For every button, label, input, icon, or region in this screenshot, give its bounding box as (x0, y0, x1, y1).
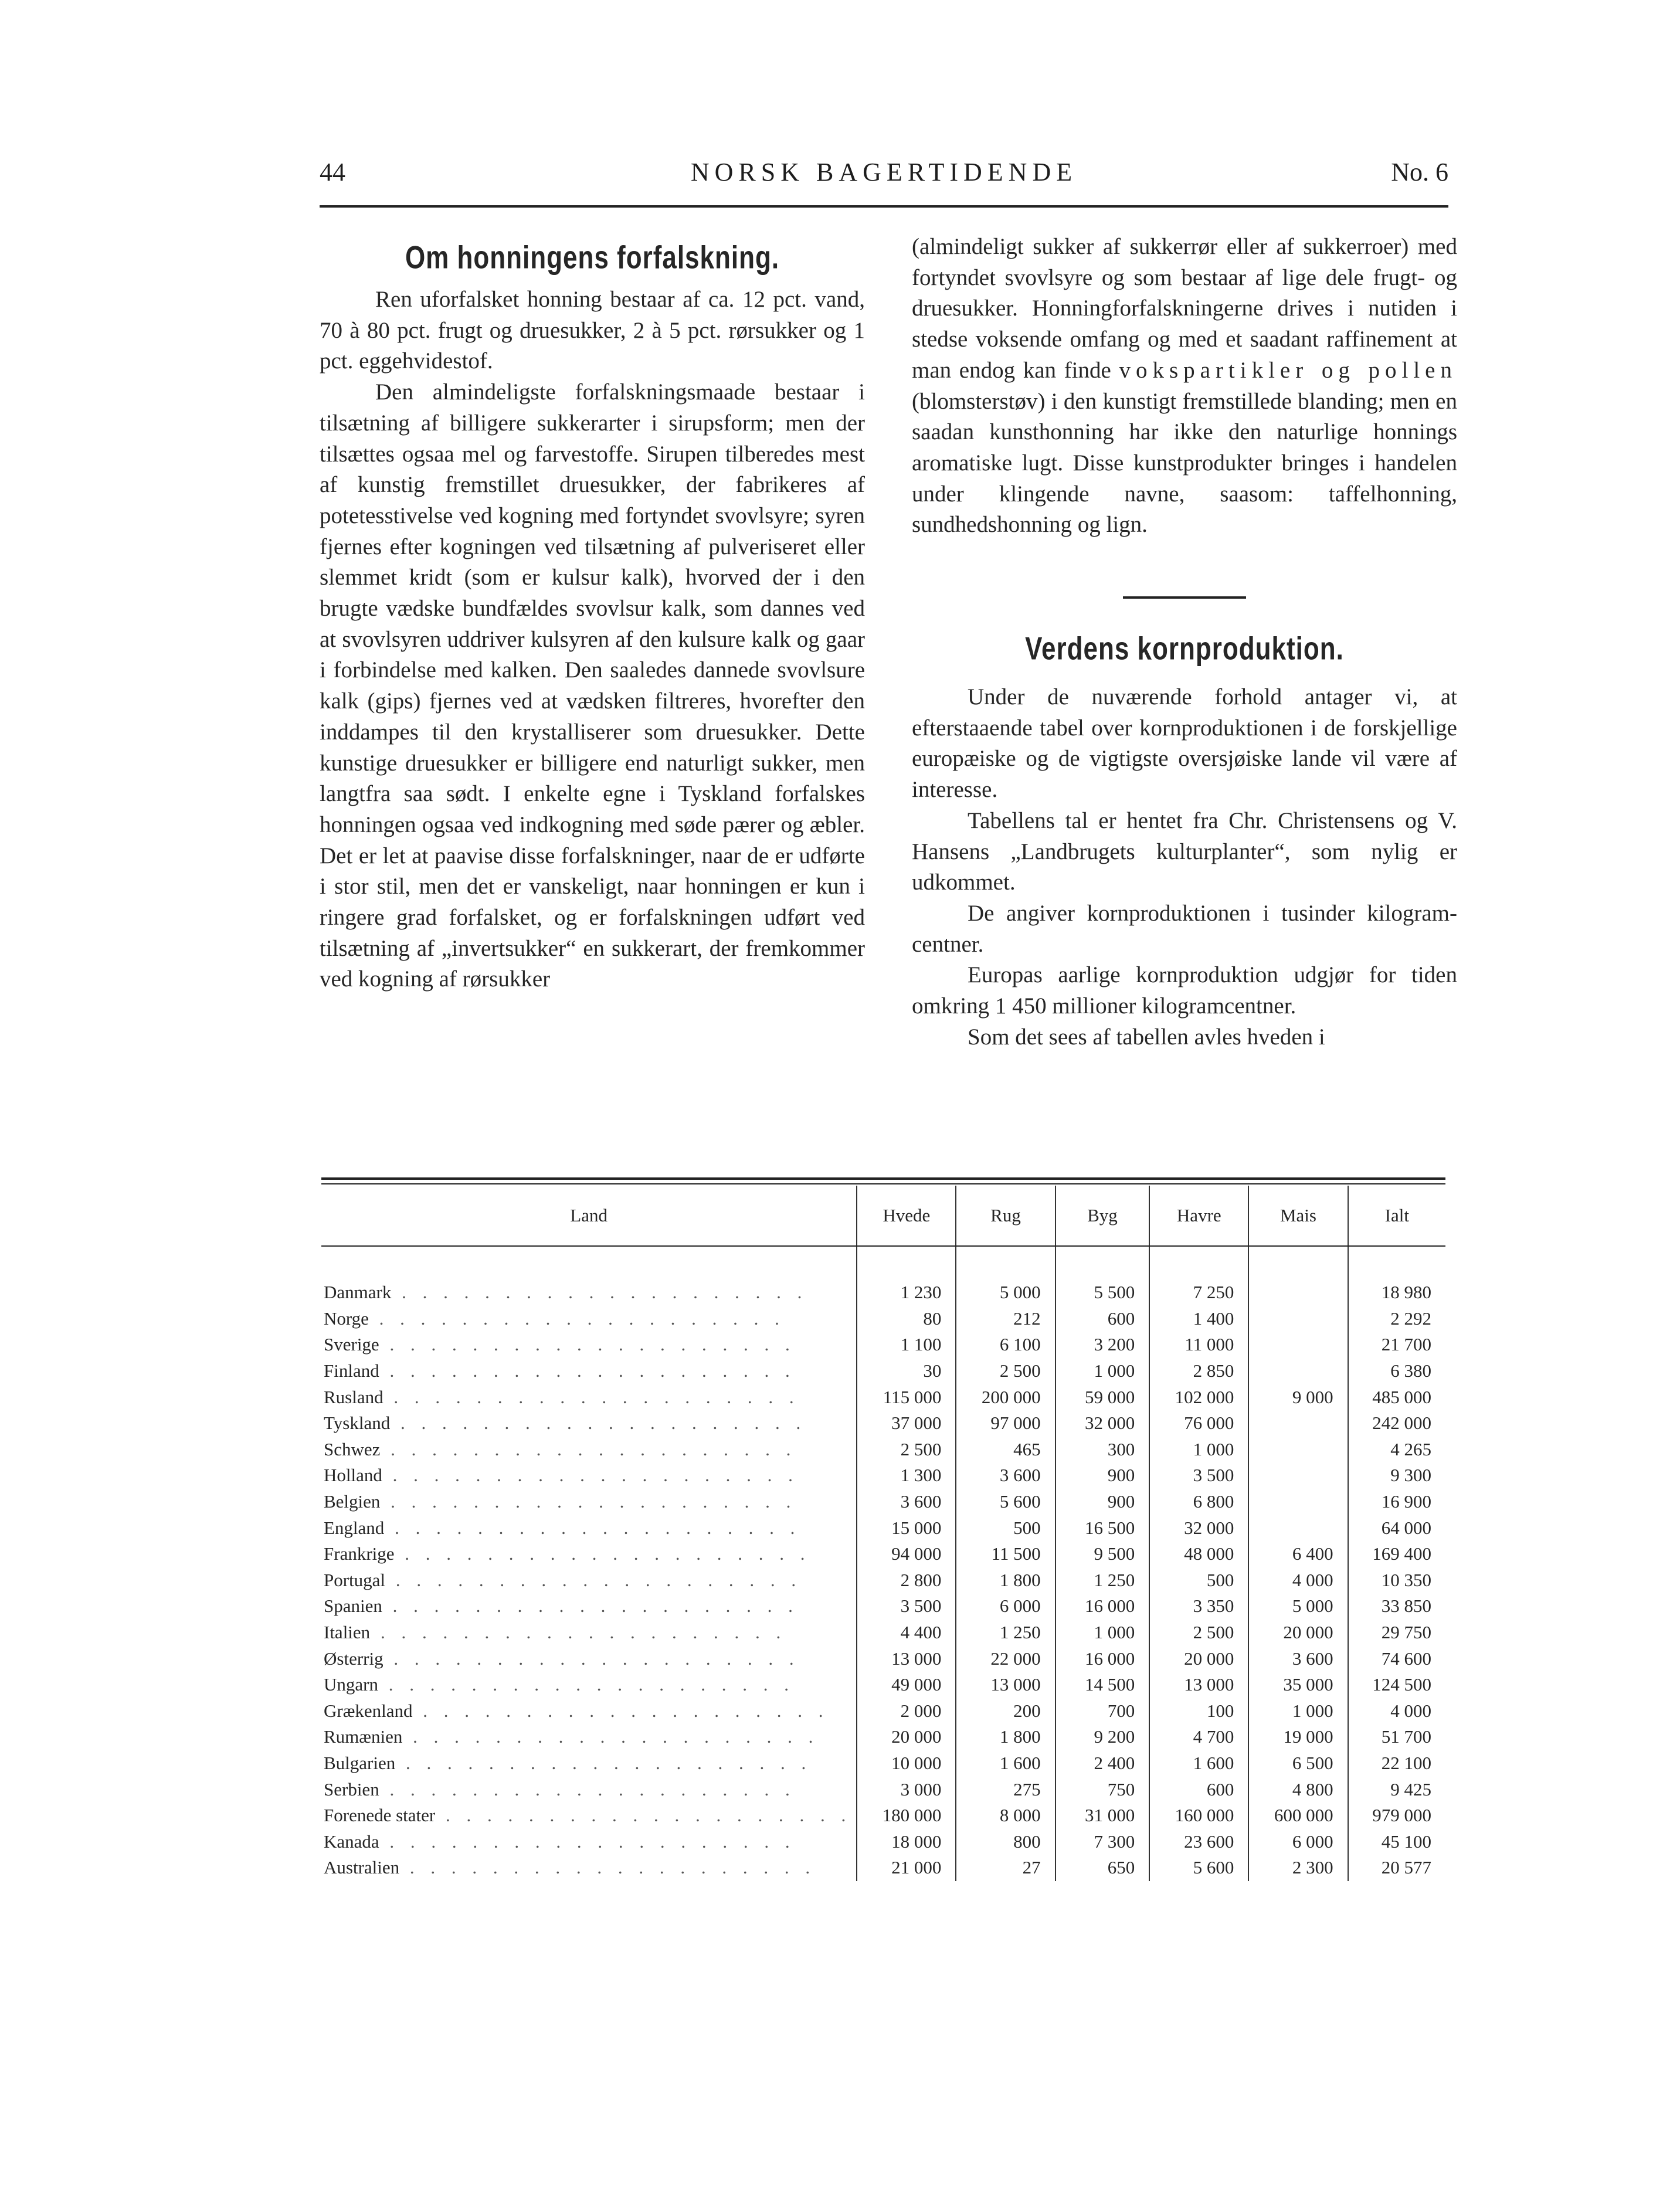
cell-ialt: 4 265 (1348, 1437, 1445, 1463)
cell-hvede: 2 800 (857, 1567, 956, 1594)
cell-byg: 3 200 (1055, 1332, 1150, 1358)
cell-mais (1248, 1279, 1348, 1306)
column-header-byg: Byg (1055, 1186, 1150, 1246)
cell-hvede: 115 000 (857, 1384, 956, 1410)
cell-ialt: 6 380 (1348, 1358, 1445, 1384)
table-body (321, 1246, 1445, 1881)
cell-ialt: 45 100 (1348, 1828, 1445, 1855)
cell-hvede: 13 000 (857, 1645, 956, 1672)
cell-mais: 4 000 (1248, 1567, 1348, 1594)
cell-havre: 11 000 (1149, 1332, 1248, 1358)
cell-country (321, 1803, 857, 1829)
table-row (321, 1541, 1445, 1567)
cell-country (321, 1698, 857, 1725)
cell-country (321, 1567, 857, 1594)
cell-havre: 5 600 (1149, 1855, 1248, 1881)
table-row (321, 1776, 1445, 1803)
cell-byg: 16 500 (1055, 1515, 1150, 1541)
column-header-rug: Rug (956, 1186, 1055, 1246)
cell-havre: 23 600 (1149, 1828, 1248, 1855)
cell-hvede: 1 100 (857, 1332, 956, 1358)
cell-mais: 20 000 (1248, 1620, 1348, 1646)
cell-ialt: 33 850 (1348, 1593, 1445, 1620)
cell-havre: 1 400 (1149, 1306, 1248, 1332)
cell-hvede: 94 000 (857, 1541, 956, 1567)
leader-dots: . . . . . . . . . . . . . . . . . . . . (384, 1517, 801, 1538)
cell-hvede: 15 000 (857, 1515, 956, 1541)
cell-havre: 1 000 (1149, 1437, 1248, 1463)
cell-ialt: 74 600 (1348, 1645, 1445, 1672)
grain-production-table (321, 1186, 1445, 1881)
cell-byg: 1 250 (1055, 1567, 1150, 1594)
cell-mais: 600 000 (1248, 1803, 1348, 1829)
country-name: Rusland (324, 1386, 383, 1407)
cell-byg: 14 500 (1055, 1672, 1150, 1698)
leader-dots: . . . . . . . . . . . . . . . . . . . . (382, 1465, 799, 1486)
cell-rug: 27 (956, 1855, 1055, 1881)
cell-rug: 97 000 (956, 1410, 1055, 1437)
table-row (321, 1462, 1445, 1489)
cell-rug: 500 (956, 1515, 1055, 1541)
country-name: Kanada (324, 1831, 379, 1852)
table-row (321, 1855, 1445, 1881)
cell-havre: 13 000 (1149, 1672, 1248, 1698)
article-text: (blomsterstøv) i den kunstigt fremstillede blanding; men en saadan kunsthonning har ikke den naturlige honnings aromatiske lugt. Disse kunstprodukter bringes i handelen under klingende navne, saasom: taffelhonning, sundhedshonning og lign. (912, 388, 1457, 538)
article-paragraph: Som det sees af tabellen avles hveden i (968, 1024, 1325, 1050)
cell-hvede: 1 300 (857, 1462, 956, 1489)
country-name: Rumænien (324, 1726, 403, 1747)
cell-rug: 13 000 (956, 1672, 1055, 1698)
cell-hvede: 20 000 (857, 1724, 956, 1750)
cell-rug: 800 (956, 1828, 1055, 1855)
cell-country (321, 1462, 857, 1489)
cell-byg: 1 000 (1055, 1358, 1150, 1384)
cell-byg: 9 200 (1055, 1724, 1150, 1750)
table-row (321, 1828, 1445, 1855)
cell-byg: 2 400 (1055, 1750, 1150, 1777)
cell-mais: 2 300 (1248, 1855, 1348, 1881)
cell-hvede: 18 000 (857, 1828, 956, 1855)
column-header-ialt: Ialt (1348, 1186, 1445, 1246)
cell-rug: 5 600 (956, 1489, 1055, 1515)
cell-havre: 160 000 (1149, 1803, 1248, 1829)
cell-ialt: 64 000 (1348, 1515, 1445, 1541)
cell-country (321, 1620, 857, 1646)
cell-ialt: 979 000 (1348, 1803, 1445, 1829)
cell-mais: 1 000 (1248, 1698, 1348, 1725)
spaced-emphasis: vokspartikler og pollen (1119, 357, 1457, 383)
cell-ialt: 9 300 (1348, 1462, 1445, 1489)
cell-byg: 1 000 (1055, 1620, 1150, 1646)
country-name: Grækenland (324, 1700, 413, 1721)
country-name: Sverige (324, 1334, 379, 1355)
cell-country (321, 1750, 857, 1777)
country-name: Danmark (324, 1282, 392, 1303)
cell-country (321, 1358, 857, 1384)
cell-country (321, 1828, 857, 1855)
country-name: Ungarn (324, 1674, 378, 1695)
table-row (321, 1567, 1445, 1594)
cell-byg: 5 500 (1055, 1279, 1150, 1306)
table-row (321, 1358, 1445, 1384)
leader-dots: . . . . . . . . . . . . . . . . . . . . (368, 1308, 785, 1329)
cell-mais (1248, 1306, 1348, 1332)
country-name: Italien (324, 1622, 371, 1643)
left-column (320, 232, 865, 995)
cell-mais (1248, 1489, 1348, 1515)
cell-country (321, 1515, 857, 1541)
right-column (912, 232, 1457, 1053)
cell-mais: 4 800 (1248, 1776, 1348, 1803)
leader-dots: . . . . . . . . . . . . . . . . . . . . (383, 1386, 800, 1407)
country-name: Finland (324, 1360, 379, 1381)
cell-country (321, 1306, 857, 1332)
article-paragraph: Europas aarlige kornproduktion udgjør for tiden omkring 1 450 millioner kilogramcentner. (912, 962, 1457, 1019)
cell-rug: 22 000 (956, 1645, 1055, 1672)
cell-country (321, 1489, 857, 1515)
country-name: Østerrig (324, 1648, 383, 1669)
cell-havre: 100 (1149, 1698, 1248, 1725)
cell-ialt: 169 400 (1348, 1541, 1445, 1567)
table-row (321, 1437, 1445, 1463)
cell-hvede: 3 000 (857, 1776, 956, 1803)
cell-rug: 3 600 (956, 1462, 1055, 1489)
cell-hvede: 10 000 (857, 1750, 956, 1777)
cell-mais (1248, 1332, 1348, 1358)
leader-dots: . . . . . . . . . . . . . . . . . . . . (379, 1360, 796, 1381)
article-text: (almindeligt sukker af sukkerrør eller af sukkerroer) med fortyndet svovlsyre og som bestaar af lige dele frugt- og druesukker. Honningforfalskningerne drives i nutiden i stedse voksende omfang og med et saadant raffinement at man endog kan finde (912, 234, 1457, 383)
article-paragraph: Tabellens tal er hentet fra Chr. Christensens og V. Hansens „Landbrugets kulturplanter“, som nylig er udkommet. (912, 807, 1457, 895)
cell-ialt: 485 000 (1348, 1384, 1445, 1410)
cell-byg: 600 (1055, 1306, 1150, 1332)
leader-dots: . . . . . . . . . . . . . . . . . . . . (385, 1569, 802, 1590)
table-row (321, 1279, 1445, 1306)
cell-mais (1248, 1462, 1348, 1489)
cell-rug: 1 800 (956, 1567, 1055, 1594)
cell-mais (1248, 1410, 1348, 1437)
cell-hvede: 180 000 (857, 1803, 956, 1829)
cell-havre: 102 000 (1149, 1384, 1248, 1410)
cell-mais: 3 600 (1248, 1645, 1348, 1672)
leader-dots: . . . . . . . . . . . . . . . . . . . . (379, 1831, 796, 1852)
cell-hvede: 3 500 (857, 1593, 956, 1620)
cell-ialt: 16 900 (1348, 1489, 1445, 1515)
cell-hvede: 21 000 (857, 1855, 956, 1881)
cell-havre: 2 500 (1149, 1620, 1248, 1646)
cell-mais: 19 000 (1248, 1724, 1348, 1750)
table-row (321, 1672, 1445, 1698)
cell-rug: 1 250 (956, 1620, 1055, 1646)
cell-rug: 6 000 (956, 1593, 1055, 1620)
cell-byg: 31 000 (1055, 1803, 1150, 1829)
cell-byg: 16 000 (1055, 1645, 1150, 1672)
article-title-honey: Om honningens forfalskning. (405, 239, 780, 276)
cell-byg: 16 000 (1055, 1593, 1150, 1620)
cell-ialt: 9 425 (1348, 1776, 1445, 1803)
cell-havre: 500 (1149, 1567, 1248, 1594)
cell-ialt: 21 700 (1348, 1332, 1445, 1358)
leader-dots: . . . . . . . . . . . . . . . . . . . . (382, 1596, 799, 1617)
cell-ialt: 20 577 (1348, 1855, 1445, 1881)
cell-rug: 1 600 (956, 1750, 1055, 1777)
cell-country (321, 1645, 857, 1672)
leader-dots: . . . . . . . . . . . . . . . . . . . . (379, 1778, 796, 1800)
cell-havre: 3 350 (1149, 1593, 1248, 1620)
table-row (321, 1645, 1445, 1672)
table-row (321, 1515, 1445, 1541)
cell-country (321, 1437, 857, 1463)
country-name: England (324, 1517, 385, 1538)
table-row (321, 1620, 1445, 1646)
table-row (321, 1489, 1445, 1515)
cell-havre: 7 250 (1149, 1279, 1248, 1306)
column-header-mais: Mais (1248, 1186, 1348, 1246)
cell-rug: 1 800 (956, 1724, 1055, 1750)
country-name: Australien (324, 1857, 400, 1878)
cell-hvede: 3 600 (857, 1489, 956, 1515)
cell-hvede: 37 000 (857, 1410, 956, 1437)
column-header-hvede: Hvede (857, 1186, 956, 1246)
leader-dots: . . . . . . . . . . . . . . . . . . . . (412, 1700, 829, 1721)
cell-hvede: 30 (857, 1358, 956, 1384)
cell-byg: 300 (1055, 1437, 1150, 1463)
cell-country (321, 1776, 857, 1803)
cell-byg: 7 300 (1055, 1828, 1150, 1855)
leader-dots: . . . . . . . . . . . . . . . . . . . . (399, 1857, 816, 1878)
column-header-havre: Havre (1149, 1186, 1248, 1246)
leader-dots: . . . . . . . . . . . . . . . . . . . . (391, 1282, 808, 1303)
cell-ialt: 18 980 (1348, 1279, 1445, 1306)
cell-byg: 59 000 (1055, 1384, 1150, 1410)
cell-havre: 1 600 (1149, 1750, 1248, 1777)
cell-ialt: 124 500 (1348, 1672, 1445, 1698)
cell-ialt: 2 292 (1348, 1306, 1445, 1332)
cell-rug: 2 500 (956, 1358, 1055, 1384)
cell-byg: 900 (1055, 1462, 1150, 1489)
country-name: Belgien (324, 1491, 381, 1512)
table-row (321, 1410, 1445, 1437)
article-paragraph: Den almindeligste forfalskningsmaade bestaar i tilsætning af billigere sukkerarter i sirupsform; men der tilsættes ogsaa mel og farvestoffe. Sirupen tilberedes mest af kunstig fremstillet druesukker, der fabrikeres af potetesstivelse ved kogning med fortyndet svovlsyre; syren fjernes efter kogningen ved tilsætning af pulveriseret eller slemmet kridt (som er kulsur kalk), hvorved der i den brugte vædske bundfældes svovlsur kalk, som dannes ved at svovlsyren uddriver kulsyren af den kulsure kalk og gaar i forbindelse med kalken. Den saaledes dannede svovlsure kalk (gips) fjernes ved at vædsken filtreres, hvorefter den inddampes til den krystalliserer som druesukker. Dette kunstige druesukker er billigere end naturligt sukker, men langtfra saa sødt. I enkelte egne i Tyskland forfalskes honningen ogsaa ved indkogning med søde pærer og æbler. Det er let at paavise disse forfalskninger, naar de er udførte i stor stil, men det er vanskeligt, naar honningen er kun i ringere grad forfalsket, og er forfalskningen udført ved tilsætning af „invertsukker“ en sukkerart, der fremkommer ved kogning af rørsukker (320, 379, 865, 992)
cell-country (321, 1593, 857, 1620)
country-name: Schwez (324, 1438, 381, 1459)
table-spacer-row (321, 1246, 1445, 1279)
table-header-row (321, 1186, 1445, 1246)
country-name: Tyskland (324, 1413, 391, 1434)
cell-byg: 750 (1055, 1776, 1150, 1803)
table-row (321, 1593, 1445, 1620)
cell-rug: 8 000 (956, 1803, 1055, 1829)
cell-country (321, 1384, 857, 1410)
table-row (321, 1332, 1445, 1358)
cell-country (321, 1541, 857, 1567)
page-header (320, 157, 1448, 192)
article-paragraph: Under de nuværende forhold antager vi, at efterstaaende tabel over kornproduktionen i de forskjellige europæiske og de vigtigste oversjøiske lande vil være af interesse. (912, 684, 1457, 803)
cell-havre: 76 000 (1149, 1410, 1248, 1437)
cell-rug: 11 500 (956, 1541, 1055, 1567)
country-name: Frankrige (324, 1543, 395, 1564)
cell-country (321, 1332, 857, 1358)
cell-havre: 2 850 (1149, 1358, 1248, 1384)
cell-rug: 465 (956, 1437, 1055, 1463)
leader-dots: . . . . . . . . . . . . . . . . . . . . (380, 1438, 797, 1459)
leader-dots: . . . . . . . . . . . . . . . . . . . . (402, 1726, 819, 1747)
cell-hvede: 80 (857, 1306, 956, 1332)
table-row (321, 1306, 1445, 1332)
cell-mais (1248, 1437, 1348, 1463)
cell-byg: 700 (1055, 1698, 1150, 1725)
leader-dots: . . . . . . . . . . . . . . . . . . . . (435, 1805, 852, 1826)
cell-havre: 6 800 (1149, 1489, 1248, 1515)
leader-dots: . . . . . . . . . . . . . . . . . . . . (390, 1413, 807, 1434)
country-name: Serbien (324, 1778, 379, 1800)
cell-rug: 200 (956, 1698, 1055, 1725)
cell-ialt: 242 000 (1348, 1410, 1445, 1437)
table-row (321, 1724, 1445, 1750)
cell-ialt: 51 700 (1348, 1724, 1445, 1750)
country-name: Forenede stater (324, 1805, 436, 1826)
cell-rug: 200 000 (956, 1384, 1055, 1410)
cell-byg: 650 (1055, 1855, 1150, 1881)
cell-havre: 20 000 (1149, 1645, 1248, 1672)
leader-dots: . . . . . . . . . . . . . . . . . . . . (395, 1752, 812, 1773)
cell-mais: 5 000 (1248, 1593, 1348, 1620)
cell-hvede: 1 230 (857, 1279, 956, 1306)
cell-ialt: 22 100 (1348, 1750, 1445, 1777)
cell-country (321, 1410, 857, 1437)
header-rule (320, 205, 1448, 208)
issue-number: No. 6 (1391, 158, 1448, 186)
cell-havre: 600 (1149, 1776, 1248, 1803)
cell-byg: 9 500 (1055, 1541, 1150, 1567)
country-name: Holland (324, 1465, 382, 1486)
cell-mais: 9 000 (1248, 1384, 1348, 1410)
cell-mais: 6 500 (1248, 1750, 1348, 1777)
cell-mais: 6 000 (1248, 1828, 1348, 1855)
cell-mais (1248, 1515, 1348, 1541)
cell-hvede: 2 000 (857, 1698, 956, 1725)
table-row (321, 1803, 1445, 1829)
cell-ialt: 29 750 (1348, 1620, 1445, 1646)
leader-dots: . . . . . . . . . . . . . . . . . . . . (378, 1674, 795, 1695)
cell-ialt: 4 000 (1348, 1698, 1445, 1725)
cell-country (321, 1855, 857, 1881)
article-paragraph: De angiver kornproduktionen i tusinder kilogram-centner. (912, 900, 1457, 957)
cell-mais: 6 400 (1248, 1541, 1348, 1567)
cell-hvede: 2 500 (857, 1437, 956, 1463)
leader-dots: . . . . . . . . . . . . . . . . . . . . (370, 1622, 787, 1643)
column-header-land: Land (321, 1186, 857, 1246)
cell-rug: 275 (956, 1776, 1055, 1803)
leader-dots: . . . . . . . . . . . . . . . . . . . . (379, 1334, 796, 1355)
table-row (321, 1698, 1445, 1725)
cell-rug: 6 100 (956, 1332, 1055, 1358)
table-top-rule-thin (321, 1183, 1445, 1184)
cell-havre: 48 000 (1149, 1541, 1248, 1567)
cell-country (321, 1724, 857, 1750)
leader-dots: . . . . . . . . . . . . . . . . . . . . (394, 1543, 811, 1564)
cell-hvede: 4 400 (857, 1620, 956, 1646)
table-row (321, 1384, 1445, 1410)
cell-country (321, 1672, 857, 1698)
country-name: Norge (324, 1308, 369, 1329)
cell-rug: 5 000 (956, 1279, 1055, 1306)
leader-dots: . . . . . . . . . . . . . . . . . . . . (383, 1648, 800, 1669)
cell-havre: 32 000 (1149, 1515, 1248, 1541)
article-title-grain: Verdens kornproduktion. (1025, 630, 1344, 667)
publication-title: NORSK BAGERTIDENDE (690, 158, 1078, 186)
table-top-rule (321, 1177, 1445, 1180)
article-paragraph: Ren uforfalsket honning bestaar af ca. 12 pct. vand, 70 à 80 pct. frugt og druesukker, 2 à 5 pct. rørsukker og 1 pct. eggehvidestof. (320, 287, 865, 374)
cell-rug: 212 (956, 1306, 1055, 1332)
cell-country (321, 1279, 857, 1306)
country-name: Bulgarien (324, 1752, 396, 1773)
table-row (321, 1750, 1445, 1777)
cell-ialt: 10 350 (1348, 1567, 1445, 1594)
cell-hvede: 49 000 (857, 1672, 956, 1698)
cell-byg: 32 000 (1055, 1410, 1150, 1437)
country-name: Spanien (324, 1596, 382, 1617)
page-number: 44 (320, 158, 345, 186)
cell-mais: 35 000 (1248, 1672, 1348, 1698)
cell-mais (1248, 1358, 1348, 1384)
cell-byg: 900 (1055, 1489, 1150, 1515)
leader-dots: . . . . . . . . . . . . . . . . . . . . (380, 1491, 797, 1512)
article-paragraph (912, 232, 1457, 541)
cell-havre: 3 500 (1149, 1462, 1248, 1489)
country-name: Portugal (324, 1569, 386, 1590)
cell-havre: 4 700 (1149, 1724, 1248, 1750)
